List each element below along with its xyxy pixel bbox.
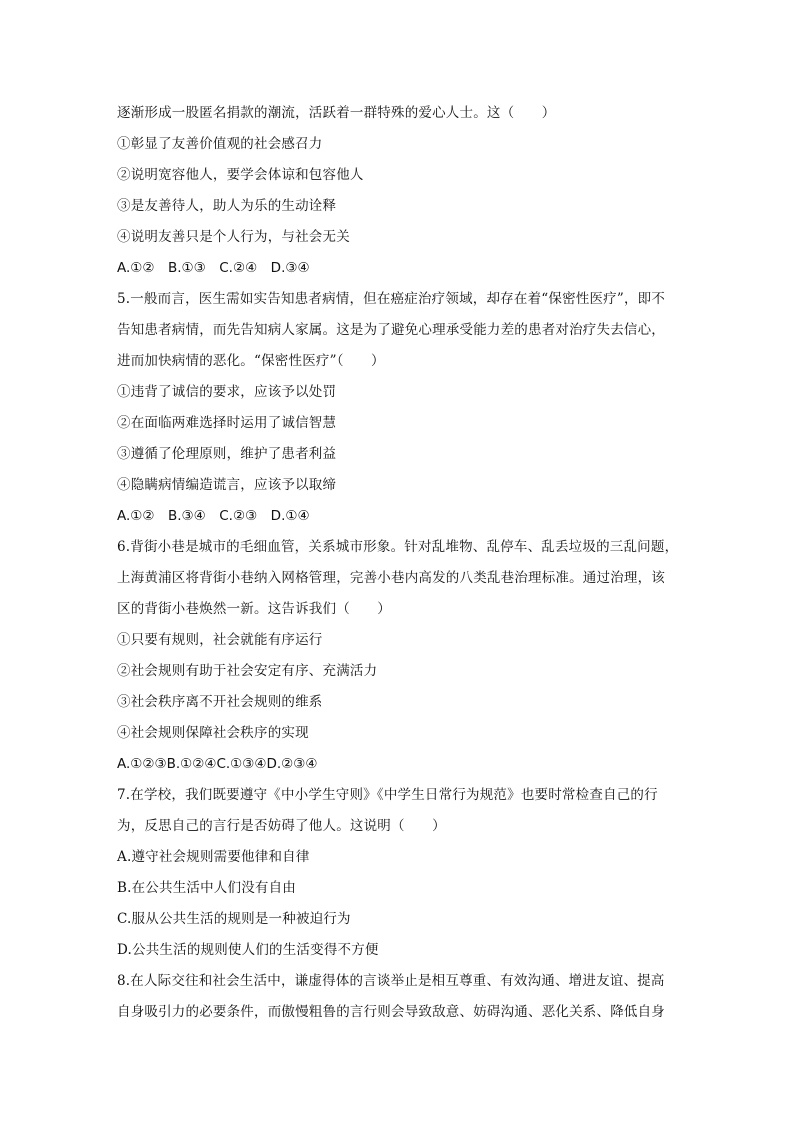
q6-item-4: ④社会规则保障社会秩序的实现 [117, 725, 309, 741]
q5-stem-line-1: 5.一般而言，医生需如实告知患者病情，但在癌症治疗领域，却存在着“保密性医疗”，即不 [117, 291, 666, 307]
q7-stem-line-1: 7.在学校，我们既要遵守《中小学生守则》《中学生日常行为规范》也要时常检查自己的行 [117, 787, 658, 803]
q7-stem-line-2: 为，反思自己的言行是否妨碍了他人。这说明（ ） [117, 818, 446, 834]
q7-option-b: B.在公共生活中人们没有自由 [117, 880, 297, 896]
q6-item-2: ②社会规则有助于社会安定有序、充满活力 [117, 663, 378, 679]
exam-page [117, 98, 687, 1028]
q4-choices: A.①② B.①③ C.②④ D.③④ [117, 260, 310, 276]
q6-stem-line-2: 上海黄浦区将背街小巷纳入网格管理，完善小巷内高发的八类乱巷治理标准。通过治理，该 [117, 570, 665, 586]
q8-stem-line-2: 自身吸引力的必要条件，而傲慢粗鲁的言行则会导致敌意、妨碍沟通、恶化关系、降低自身 [117, 1004, 665, 1020]
q4-stem-tail: 逐渐形成一股匿名捐款的潮流，活跃着一群特殊的爱心人士。这（ ） [117, 105, 556, 121]
q7-option-a: A.遵守社会规则需要他律和自律 [117, 849, 310, 865]
q8-stem-line-1: 8.在人际交往和社会生活中，谦虚得体的言谈举止是相互尊重、有效沟通、增进友谊、提高 [117, 973, 665, 989]
q5-item-3: ③遵循了伦理原则，维护了患者利益 [117, 446, 337, 462]
q5-item-4: ④隐瞒病情编造谎言，应该予以取缔 [117, 477, 337, 493]
q6-choices: A.①②③B.①②④C.①③④D.②③④ [117, 756, 318, 772]
q5-stem-line-3: 进而加快病情的恶化。“保密性医疗”（ ） [117, 353, 385, 369]
q4-item-2: ②说明宽容他人，要学会体谅和包容他人 [117, 167, 364, 183]
q7-option-c: C.服从公共生活的规则是一种被迫行为 [117, 911, 351, 927]
q6-item-1: ①只要有规则，社会就能有序运行 [117, 632, 323, 648]
q4-item-4: ④说明友善只是个人行为，与社会无关 [117, 229, 350, 245]
q5-item-1: ①违背了诚信的要求，应该予以处罚 [117, 384, 337, 400]
q4-item-3: ③是友善待人，助人为乐的生动诠释 [117, 198, 337, 214]
q5-stem-line-2: 告知患者病情，而先告知病人家属。这是为了避免心理承受能力差的患者对治疗失去信心， [117, 322, 665, 338]
q5-choices: A.①② B.③④ C.②③ D.①④ [117, 508, 310, 524]
q6-item-3: ③社会秩序离不开社会规则的维系 [117, 694, 323, 710]
q4-item-1: ①彰显了友善价值观的社会感召力 [117, 136, 323, 152]
q6-stem-line-1: 6.背街小巷是城市的毛细血管，关系城市形象。针对乱堆物、乱停车、乱丢垃圾的三乱问题， [117, 539, 679, 555]
q7-option-d: D.公共生活的规则使人们的生活变得不方便 [117, 942, 379, 958]
q6-stem-line-3: 区的背街小巷焕然一新。这告诉我们（ ） [117, 601, 391, 617]
q5-item-2: ②在面临两难选择时运用了诚信智慧 [117, 415, 337, 431]
